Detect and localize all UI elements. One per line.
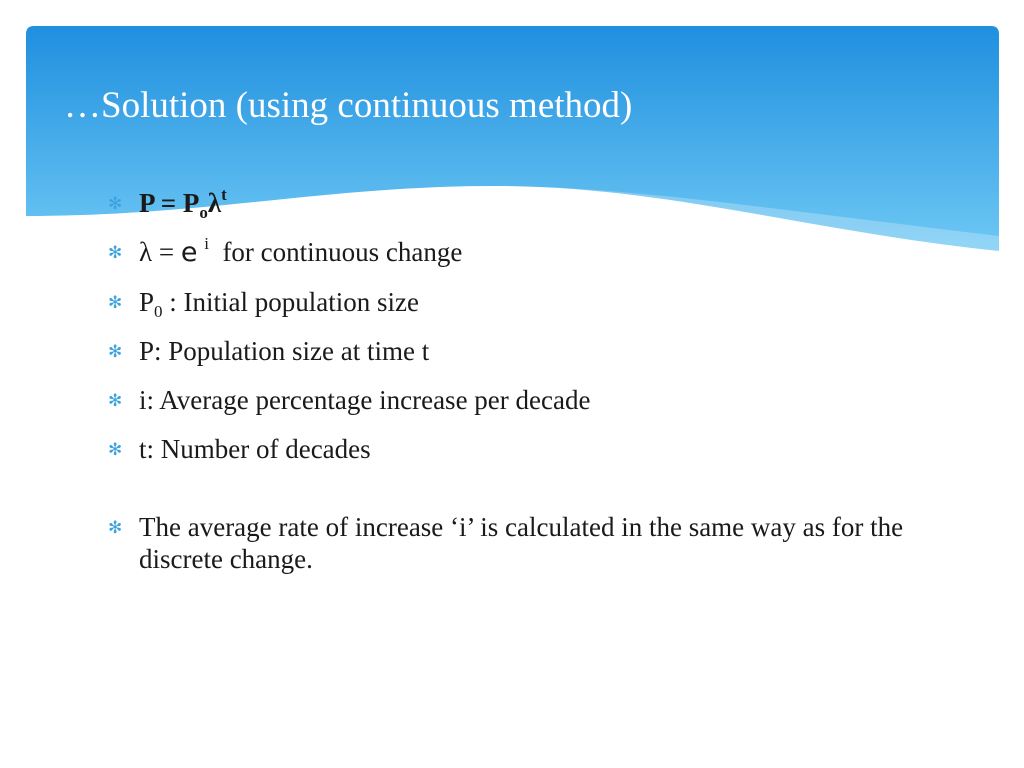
lambda-definition: λ = e $^i$ for continuous change bbox=[139, 234, 463, 268]
i-definition: i: Average percentage increase per decade bbox=[139, 385, 591, 415]
asterisk-bullet-icon: ✻ bbox=[108, 440, 123, 460]
list-item bbox=[108, 511, 928, 575]
list-item bbox=[108, 185, 928, 222]
asterisk-bullet-icon: ✻ bbox=[108, 243, 123, 263]
list-item bbox=[108, 236, 928, 269]
list-item bbox=[108, 335, 928, 367]
list-item bbox=[108, 286, 928, 321]
slide-title: …Solution (using continuous method) bbox=[64, 85, 633, 126]
asterisk-bullet-icon: ✻ bbox=[108, 194, 123, 214]
p-definition: P: Population size at time t bbox=[139, 336, 430, 366]
asterisk-bullet-icon: ✻ bbox=[108, 391, 123, 411]
rate-note: The average rate of increase ‘i’ is calculated in the same way as for the discrete change. bbox=[139, 512, 904, 574]
formula: $P = P_o\lambda^t$ bbox=[139, 185, 227, 222]
p0-definition: $P_0$ : Initial population size bbox=[139, 287, 419, 321]
list-item bbox=[108, 433, 928, 465]
bullet-list bbox=[108, 187, 928, 592]
t-definition: t: Number of decades bbox=[139, 434, 371, 464]
asterisk-bullet-icon: ✻ bbox=[108, 342, 123, 362]
list-item bbox=[108, 384, 928, 416]
asterisk-bullet-icon: ✻ bbox=[108, 293, 123, 313]
asterisk-bullet-icon: ✻ bbox=[108, 518, 123, 538]
